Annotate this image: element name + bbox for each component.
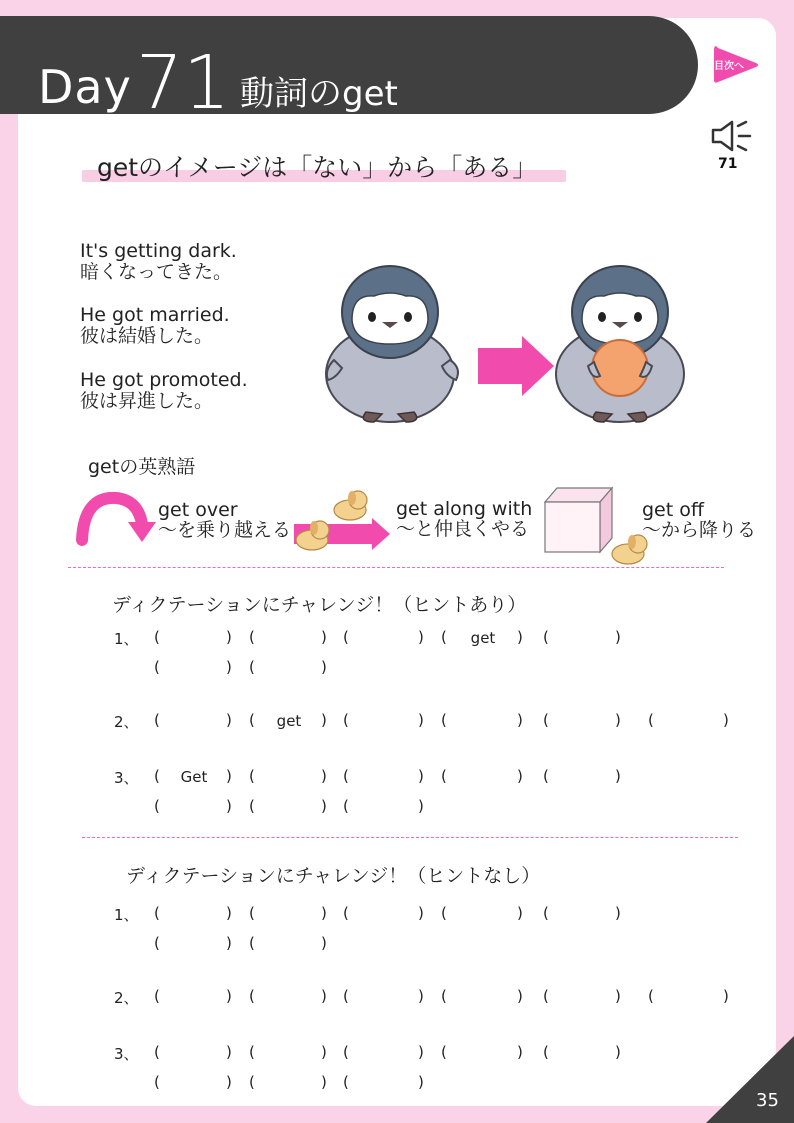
answer-blank[interactable] <box>660 988 719 1006</box>
answer-blank[interactable] <box>166 935 222 953</box>
paren-close: ) <box>723 711 729 729</box>
paren-close: ) <box>418 797 424 815</box>
page-number: 35 <box>756 1090 779 1111</box>
paren-open: ( <box>154 767 160 785</box>
dictation-nohint-title: ディクテーションにチャレンジ！（ヒントなし） <box>126 865 541 887</box>
answer-blank[interactable] <box>453 988 513 1006</box>
page-title: 動詞のget <box>240 74 398 114</box>
answer-blank[interactable] <box>261 629 317 647</box>
answer-blank[interactable] <box>261 988 317 1006</box>
day-label: Day <box>38 60 132 114</box>
paren-open: ( <box>154 904 160 922</box>
paren-open: ( <box>343 1043 349 1061</box>
phrase-ja-1: ～を乗り越える <box>158 519 292 541</box>
paren-close: ) <box>321 767 327 785</box>
paren-open: ( <box>543 628 549 646</box>
example-en-1: It's getting dark. <box>80 240 237 262</box>
answer-blank[interactable] <box>166 1044 222 1062</box>
answer-blank[interactable] <box>355 629 414 647</box>
paren-open: ( <box>154 934 160 952</box>
paren-close: ) <box>226 797 232 815</box>
hint-row-number: 3、 <box>114 769 139 787</box>
nohint-row-number: 3、 <box>114 1045 139 1063</box>
hint-row-number: 2、 <box>114 713 139 731</box>
phrases-title: getの英熟語 <box>88 456 196 478</box>
paren-close: ) <box>226 628 232 646</box>
paren-close: ) <box>418 628 424 646</box>
paren-close: ) <box>517 904 523 922</box>
phrase-en-3: get off <box>642 499 704 521</box>
paren-open: ( <box>249 767 255 785</box>
paren-close: ) <box>321 711 327 729</box>
answer-blank[interactable] <box>261 935 317 953</box>
paren-close: ) <box>321 904 327 922</box>
paren-open: ( <box>343 1073 349 1091</box>
paren-open: ( <box>249 628 255 646</box>
dictation-hint-title: ディクテーションにチャレンジ！（ヒントあり） <box>112 594 527 616</box>
answer-blank[interactable] <box>555 905 611 923</box>
paren-close: ) <box>418 1073 424 1091</box>
dog-icon-1 <box>334 491 367 520</box>
paren-close: ) <box>615 1043 621 1061</box>
paren-open: ( <box>648 711 654 729</box>
paren-close: ) <box>321 934 327 952</box>
paren-open: ( <box>543 711 549 729</box>
paren-open: ( <box>343 767 349 785</box>
paren-open: ( <box>343 711 349 729</box>
paren-open: ( <box>441 711 447 729</box>
paren-close: ) <box>321 987 327 1005</box>
answer-blank[interactable] <box>166 988 222 1006</box>
paren-close: ) <box>615 628 621 646</box>
example-ja-3: 彼は昇進した。 <box>80 390 214 412</box>
paren-close: ) <box>226 934 232 952</box>
paren-close: ) <box>517 987 523 1005</box>
day-number: 71 <box>136 40 231 126</box>
answer-blank[interactable] <box>355 798 414 816</box>
paren-close: ) <box>418 767 424 785</box>
paren-open: ( <box>249 658 255 676</box>
nohint-row-number: 1、 <box>114 906 139 924</box>
paren-open: ( <box>441 904 447 922</box>
paren-open: ( <box>648 987 654 1005</box>
paren-open: ( <box>154 1073 160 1091</box>
answer-blank[interactable] <box>261 659 317 677</box>
paren-close: ) <box>226 658 232 676</box>
paren-open: ( <box>154 1043 160 1061</box>
penguin-illustration <box>322 262 692 432</box>
paren-open: ( <box>154 628 160 646</box>
answer-blank[interactable] <box>261 798 317 816</box>
paren-open: ( <box>343 628 349 646</box>
paren-open: ( <box>543 767 549 785</box>
paren-open: ( <box>154 658 160 676</box>
paren-open: ( <box>543 904 549 922</box>
paren-open: ( <box>543 1043 549 1061</box>
paren-open: ( <box>249 1073 255 1091</box>
paren-close: ) <box>321 797 327 815</box>
answer-blank[interactable] <box>453 905 513 923</box>
paren-open: ( <box>249 1043 255 1061</box>
paren-close: ) <box>517 1043 523 1061</box>
paren-close: ) <box>226 987 232 1005</box>
answer-blank[interactable] <box>166 712 222 730</box>
paren-close: ) <box>226 1073 232 1091</box>
answer-blank[interactable] <box>660 712 719 730</box>
phrase-ja-2: ～と仲良くやる <box>396 518 530 540</box>
hint-word: get <box>276 712 302 730</box>
answer-blank[interactable] <box>453 1044 513 1062</box>
example-ja-1: 暗くなってきた。 <box>80 261 233 283</box>
nohint-row-number: 2、 <box>114 989 139 1007</box>
paren-close: ) <box>615 904 621 922</box>
penguin-right-icon <box>556 266 684 422</box>
paren-open: ( <box>441 628 447 646</box>
paren-open: ( <box>154 711 160 729</box>
answer-blank[interactable] <box>453 712 513 730</box>
example-en-3: He got promoted. <box>80 369 248 391</box>
paren-close: ) <box>615 711 621 729</box>
hint-word: get <box>470 629 496 647</box>
penguin-left-icon <box>326 266 458 422</box>
answer-blank[interactable] <box>166 1074 222 1092</box>
phrase-en-1: get over <box>158 499 238 521</box>
paren-open: ( <box>249 904 255 922</box>
paren-close: ) <box>418 987 424 1005</box>
paren-close: ) <box>517 711 523 729</box>
paren-close: ) <box>418 711 424 729</box>
answer-blank[interactable] <box>261 768 317 786</box>
example-ja-2: 彼は結婚した。 <box>80 325 214 347</box>
paren-close: ) <box>321 658 327 676</box>
divider <box>82 837 738 838</box>
paren-close: ) <box>418 1043 424 1061</box>
page-corner <box>706 1036 794 1123</box>
paren-close: ) <box>226 767 232 785</box>
paren-open: ( <box>543 987 549 1005</box>
answer-blank[interactable] <box>355 1044 414 1062</box>
answer-blank[interactable] <box>355 712 414 730</box>
paren-close: ) <box>723 987 729 1005</box>
paren-close: ) <box>321 1043 327 1061</box>
paren-open: ( <box>441 987 447 1005</box>
headline: getのイメージは「ない」から「ある」 <box>97 153 538 182</box>
paren-close: ) <box>226 904 232 922</box>
answer-blank[interactable] <box>355 768 414 786</box>
hint-row-number: 1、 <box>114 630 139 648</box>
paren-open: ( <box>343 987 349 1005</box>
answer-blank[interactable] <box>166 659 222 677</box>
paren-open: ( <box>343 797 349 815</box>
answer-blank[interactable] <box>166 798 222 816</box>
curved-arrow-icon <box>82 498 156 542</box>
phrase-en-2: get along with <box>396 498 533 520</box>
example-en-2: He got married. <box>80 304 230 326</box>
answer-blank[interactable] <box>555 1044 611 1062</box>
answer-blank[interactable] <box>355 988 414 1006</box>
answer-blank[interactable] <box>166 905 222 923</box>
hint-word: Get <box>180 768 208 786</box>
paren-close: ) <box>226 1043 232 1061</box>
paren-close: ) <box>517 628 523 646</box>
paren-open: ( <box>249 711 255 729</box>
speaker-icon[interactable] <box>710 118 756 154</box>
paren-open: ( <box>249 797 255 815</box>
paren-open: ( <box>154 797 160 815</box>
paren-open: ( <box>343 904 349 922</box>
paren-open: ( <box>154 987 160 1005</box>
answer-blank[interactable] <box>261 1074 317 1092</box>
day-header <box>0 16 698 126</box>
answer-blank[interactable] <box>555 768 611 786</box>
answer-blank[interactable] <box>453 768 513 786</box>
paren-open: ( <box>249 987 255 1005</box>
answer-blank[interactable] <box>355 1074 414 1092</box>
paren-close: ) <box>615 987 621 1005</box>
answer-blank[interactable] <box>555 988 611 1006</box>
paren-close: ) <box>517 767 523 785</box>
phrase-ja-3: ～から降りる <box>642 519 757 541</box>
divider <box>68 567 724 568</box>
answer-blank[interactable] <box>261 905 317 923</box>
paren-open: ( <box>249 934 255 952</box>
answer-blank[interactable] <box>355 905 414 923</box>
toc-label[interactable]: 目次へ <box>714 61 744 72</box>
paren-close: ) <box>321 628 327 646</box>
paren-open: ( <box>441 767 447 785</box>
paren-close: ) <box>321 1073 327 1091</box>
answer-blank[interactable] <box>555 712 611 730</box>
answer-blank[interactable] <box>166 629 222 647</box>
box-icon <box>545 488 612 552</box>
answer-blank[interactable] <box>261 1044 317 1062</box>
audio-track-number: 71 <box>718 156 738 172</box>
paren-open: ( <box>441 1043 447 1061</box>
paren-close: ) <box>418 904 424 922</box>
answer-blank[interactable] <box>555 629 611 647</box>
paren-close: ) <box>615 767 621 785</box>
paren-close: ) <box>226 711 232 729</box>
